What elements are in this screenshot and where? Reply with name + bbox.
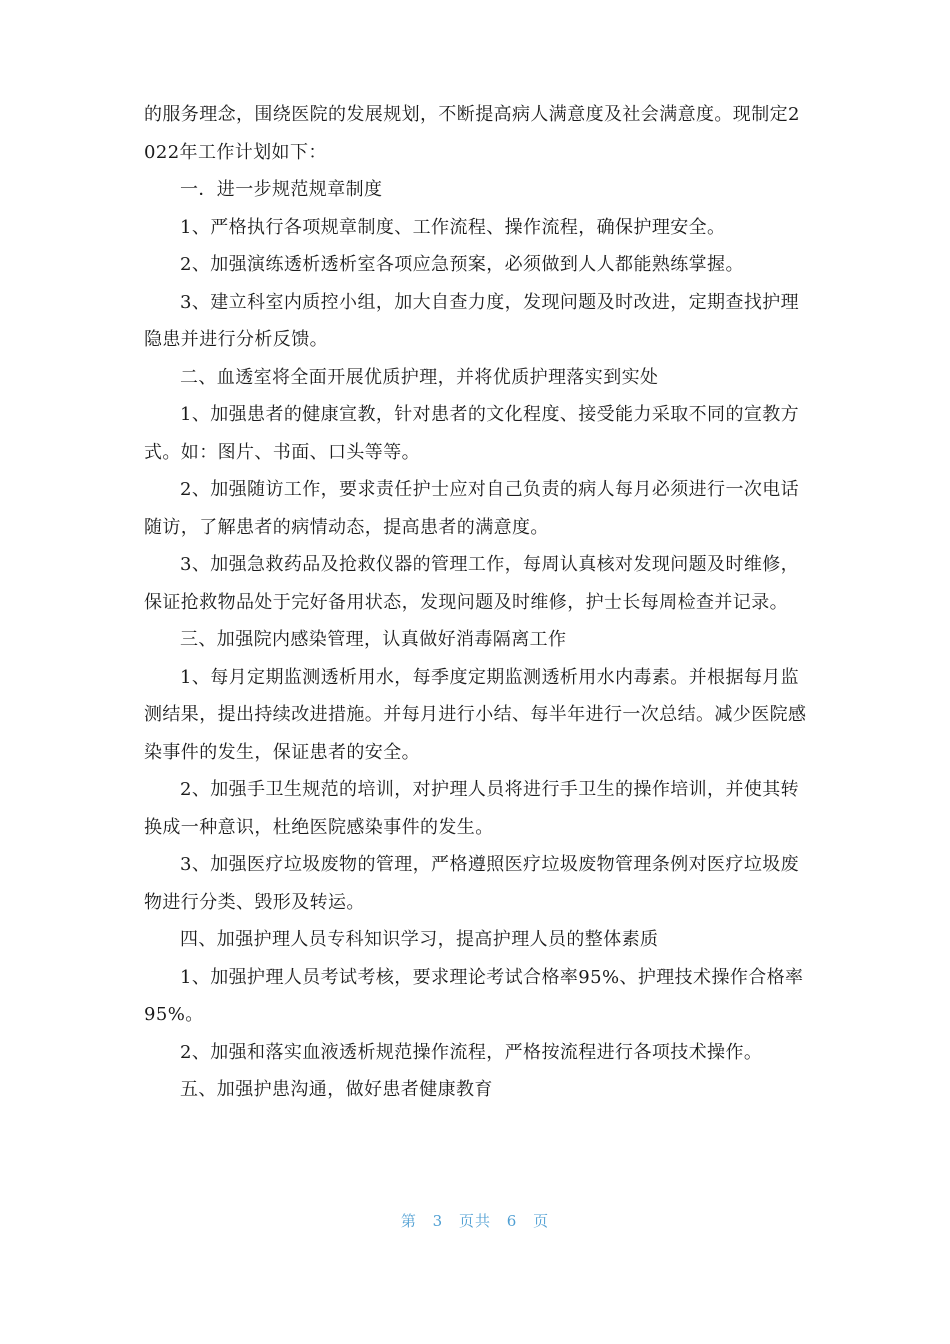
paragraph: 1、加强患者的健康宣教，针对患者的文化程度、接受能力采取不同的宣教方式。如：图片、书面、口头等等。 [144, 404, 800, 463]
paragraph: 的服务理念，围绕医院的发展规划，不断提高病人满意度及社会满意度。现制定2022年工作计划如下： [144, 104, 800, 163]
footer-label-before: 第 [400, 1212, 417, 1230]
section-heading: 四、加强护理人员专科知识学习，提高护理人员的整体素质 [180, 929, 659, 950]
paragraph: 2、加强手卫生规范的培训，对护理人员将进行手卫生的操作培训，并使其转换成一种意识，杜绝医院感染事件的发生。 [144, 779, 800, 838]
footer-label-after: 页 [533, 1212, 550, 1230]
paragraph: 3、建立科室内质控小组，加大自查力度，发现问题及时改进，定期查找护理隐患并进行分析反馈。 [144, 291, 800, 350]
footer-label-middle: 页共 [458, 1212, 491, 1230]
paragraph: 2、加强演练透析透析室各项应急预案，必须做到人人都能熟练掌握。 [180, 254, 744, 275]
page-footer [0, 1210, 950, 1231]
paragraph: 2、加强和落实血液透析规范操作流程，严格按流程进行各项技术操作。 [180, 1041, 763, 1063]
paragraph: 1、严格执行各项规章制度、工作流程、操作流程，确保护理安全。 [180, 216, 726, 238]
section-heading: 一．进一步规范规章制度 [180, 179, 383, 200]
paragraph: 2、加强随访工作，要求责任护士应对自己负责的病人每月必须进行一次电话随访，了解患者的病情动态，提高患者的满意度。 [144, 479, 800, 538]
section-heading: 三、加强院内感染管理，认真做好消毒隔离工作 [180, 629, 567, 650]
section-heading: 五、加强护患沟通，做好患者健康教育 [180, 1079, 493, 1100]
paragraph: 1、每月定期监测透析用水，每季度定期监测透析用水内毒素。并根据每月监测结果，提出持续改进措施。并每月进行小结、每半年进行一次总结。减少医院感染事件的发生，保证患者的安全。 [144, 666, 807, 763]
total-page-count: 6 [506, 1212, 518, 1230]
current-page-number: 3 [432, 1212, 444, 1230]
document-body [144, 96, 810, 1109]
paragraph: 1、加强护理人员考试考核，要求理论考试合格率95%、护理技术操作合格率95%。 [144, 966, 804, 1025]
paragraph: 3、加强急救药品及抢救仪器的管理工作，每周认真核对发现问题及时维修，保证抢救物品处于完好备用状态，发现问题及时维修，护士长每周检查并记录。 [144, 554, 800, 613]
section-heading: 二、血透室将全面开展优质护理，并将优质护理落实到实处 [180, 366, 659, 388]
paragraph: 3、加强医疗垃圾废物的管理，严格遵照医疗垃圾废物管理条例对医疗垃圾废物进行分类、毁形及转运。 [144, 854, 800, 913]
